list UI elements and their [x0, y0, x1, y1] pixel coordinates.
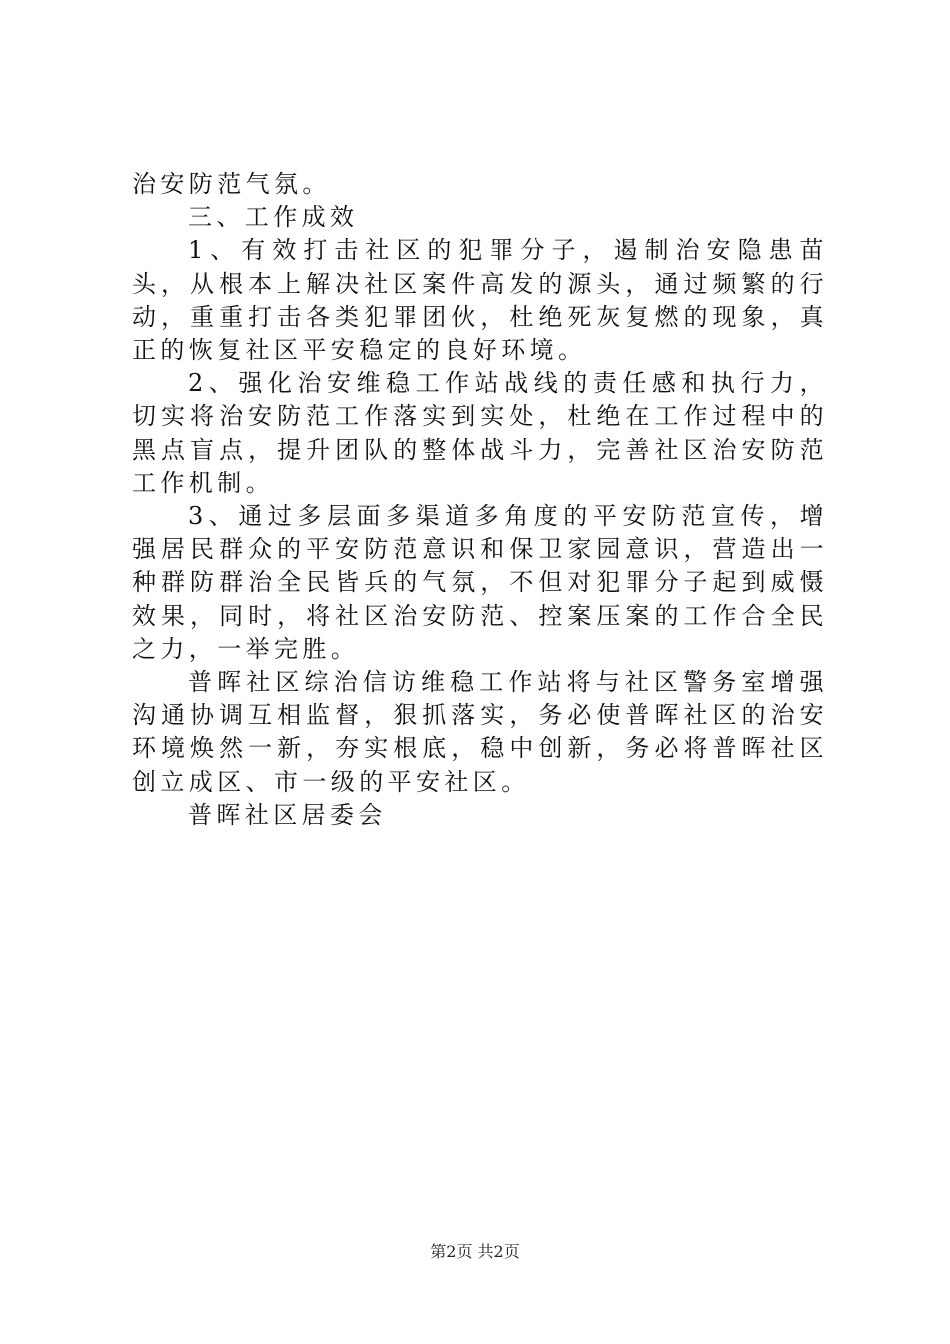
section-heading-work-results: 三、工作成效 [188, 203, 359, 232]
closing-paragraph: 普晖社区综治信访维稳工作站将与社区警务室增强沟通协调互相监督，狠抓落实，务必使普晖社区的治安环境焕然一新，夯实根底，稳中创新，务必将普晖社区创立成区、市一级的平安社区。 [132, 668, 828, 796]
signature-committee: 普晖社区居委会 [188, 800, 387, 829]
page-number-footer: 第2页 共2页 [430, 1242, 520, 1261]
result-item-2: 2、强化治安维稳工作站战线的责任感和执行力，切实将治安防范工作落实到实处，杜绝在工作过程中的黑点盲点，提升团队的整体战斗力，完善社区治安防范工作机制。 [132, 369, 828, 497]
document-body [132, 168, 828, 832]
result-item-1: 1、有效打击社区的犯罪分子，遏制治安隐患苗头，从根本上解决社区案件高发的源头，通过频繁的行动，重重打击各类犯罪团伙，杜绝死灰复燃的现象，真正的恢复社区平安稳定的良好环境。 [132, 236, 828, 365]
result-item-3: 3、通过多层面多渠道多角度的平安防范宣传，增强居民群众的平安防范意识和保卫家园意识，营造出一种群防群治全民皆兵的气氛，不但对犯罪分子起到威慑效果，同时，将社区治安防范、控案压案的工作合全民之力，一举完胜。 [132, 502, 828, 663]
paragraph-continuation: 治安防范气氛。 [132, 170, 331, 198]
